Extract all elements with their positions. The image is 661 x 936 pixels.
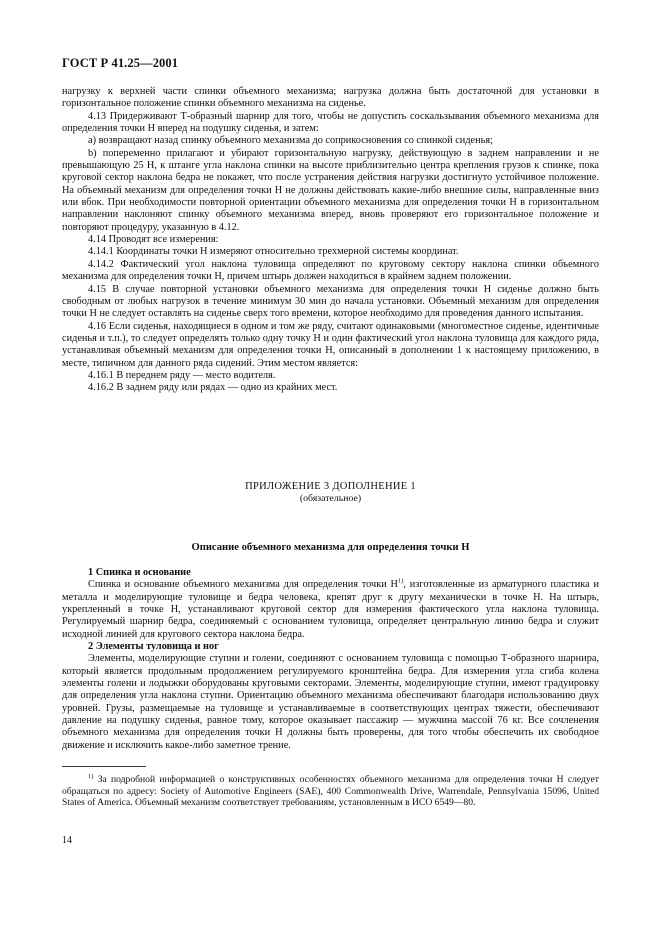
section-1-text-end: , изготовленные из арматурного пластика и металла и моделирующие туловище и бедра человека, крепят друг к другу механически в точке H. На штырь, укрепленный в точке H, устанавливают круговой сектор для измерения фактического угла наклона туловища. Регулируемый шарнир бедра, соединяемый с основанием туловища, определяет центральную линию бедра и служит исходной линией для кругового сектора наклона бедра. (62, 579, 599, 640)
paragraph-4-14-1: 4.14.1 Координаты точки H измеряют относительно трехмерной системы координат. (88, 246, 459, 258)
document-section-title: Описание объемного механизма для определения точки H (191, 542, 470, 553)
footnote-text: За подробной информацией о конструктивных особенностях объемного механизма для определения точки H следует обращаться по адресу: Society of Automotive Engineers (SAE), 400 Commonwealth Drive, Warrendale, Pennsylvania 15096, United States of America. Объемный механизм соответствует требованиям, установленным в ИСО 6549—80. (62, 774, 600, 809)
paragraph-4-16-2: 4.16.2 В заднем ряду или рядах — одно из крайних мест. (88, 382, 338, 394)
paragraph-4-15: 4.15 В случае повторной установки объемного механизма для определения точки H сиденье должно быть свободным от любых нагрузок в течение минимум 30 мин до начала установки. Объемный механизм для определения точки H не следует оставлять на сиденье сверх того времени, которое необходимо для проведения данного испытания. (62, 283, 599, 320)
footnote-paragraph (62, 774, 599, 809)
section-2-heading: 2 Элементы туловища и ног (88, 641, 219, 653)
paragraph-4-13-b: b) попеременно прилагают и убирают горизонтальную нагрузку, действующую в заднем направлении и не превышающую 25 Н, к штанге угла наклона спинки на высоте приблизительно центра крепления грузов к спинке, пока круговой сектор наклона бедра не покажет, что после устранения действия нагрузки достигнуто устойчивое положение. На объемный механизм для определения точки H не должны действовать какие-либо внешние силы, направленные вниз или вбок. При необходимости повторной ориентации объемного механизма для определения точки H в горизонтальном направлении наклоняют спинку объемного механизма вперед, вновь проверяют его горизонтальное положение и повторяют процедуру, указанную в 4.12. (62, 147, 599, 233)
page-header: ГОСТ Р 41.25—2001 (62, 56, 179, 70)
paragraph-4-13: 4.13 Придерживают Т-образный шарнир для того, чтобы не допустить соскальзывания объемного механизма для определения точки H вперед на подушку сиденья, и затем: (62, 110, 599, 135)
page-number: 14 (62, 835, 72, 846)
section-1-text-start: Спинка и основание объемного механизма для определения точки H (88, 579, 398, 591)
footnote-divider (62, 766, 146, 767)
footnote-marker: 1) (88, 772, 94, 780)
section-1-paragraph (62, 579, 599, 641)
paragraph-4-13-a: a) возвращают назад спинку объемного механизма до соприкосновения со спинкой сиденья; (88, 135, 493, 147)
paragraph-4-14: 4.14 Проводят все измерения: (88, 234, 219, 246)
appendix-title: ПРИЛОЖЕНИЕ 3 ДОПОЛНЕНИЕ 1 (245, 481, 416, 492)
footnote (62, 774, 599, 809)
paragraph-continuation: нагрузку к верхней части спинки объемного механизма; нагрузка должна быть достаточной для установки в горизонтальное положение спинки объемного механизма на сиденье. (62, 86, 599, 110)
appendix-text-block (62, 567, 599, 752)
section-2-paragraph: Элементы, моделирующие ступни и голени, соединяют с основанием туловища с помощью Т-образного шарнира, который является продольным продолжением регулируемого кронштейна бедра. Для измерения угла сгиба колена элементы голени и лодыжки оборудованы круговыми секторами. Элементы, моделирующие ступни, имеют градуировку для определения угла наклона ступни. Ориентацию объемного механизма обеспечивают благодаря использованию двух уровней. Грузы, размещаемые на туловище и устанавливаемые в соответствующих центрах тяжести, обеспечивают давление на подушку сиденья, равное тому, которое оказывает пассажир — мужчина массой 76 кг. Все сочленения объемного механизма для определения точки H должны быть проверены, для того чтобы обеспечить их свободное движение и исключить какое-либо заметное трение. (62, 653, 599, 751)
appendix-subtitle: (обязательное) (299, 493, 362, 504)
paragraph-4-16-1: 4.16.1 В переднем ряду — место водителя. (88, 369, 276, 381)
paragraph-4-14-2: 4.14.2 Фактический угол наклона туловища определяют по круговому сектору наклона спинки объемного механизма для определения точки H, причем штырь должен находиться в крайнем заднем положении. (62, 258, 599, 283)
main-text-block (62, 86, 599, 395)
footnote-reference: 1) (397, 577, 404, 585)
paragraph-4-16: 4.16 Если сиденья, находящиеся в одном и том же ряду, считают одинаковыми (многоместное сиденье, идентичные сиденья и т.п.), то следует определять только одну точку H и один фактический угол наклона туловища для каждого ряда, устанавливая объемный механизм для определения точки H, описанный в дополнении 1 к настоящему приложению, в месте, типичном для данного ряда сидений. Этим местом является: (62, 320, 599, 369)
section-1-heading: 1 Спинка и основание (88, 567, 191, 578)
